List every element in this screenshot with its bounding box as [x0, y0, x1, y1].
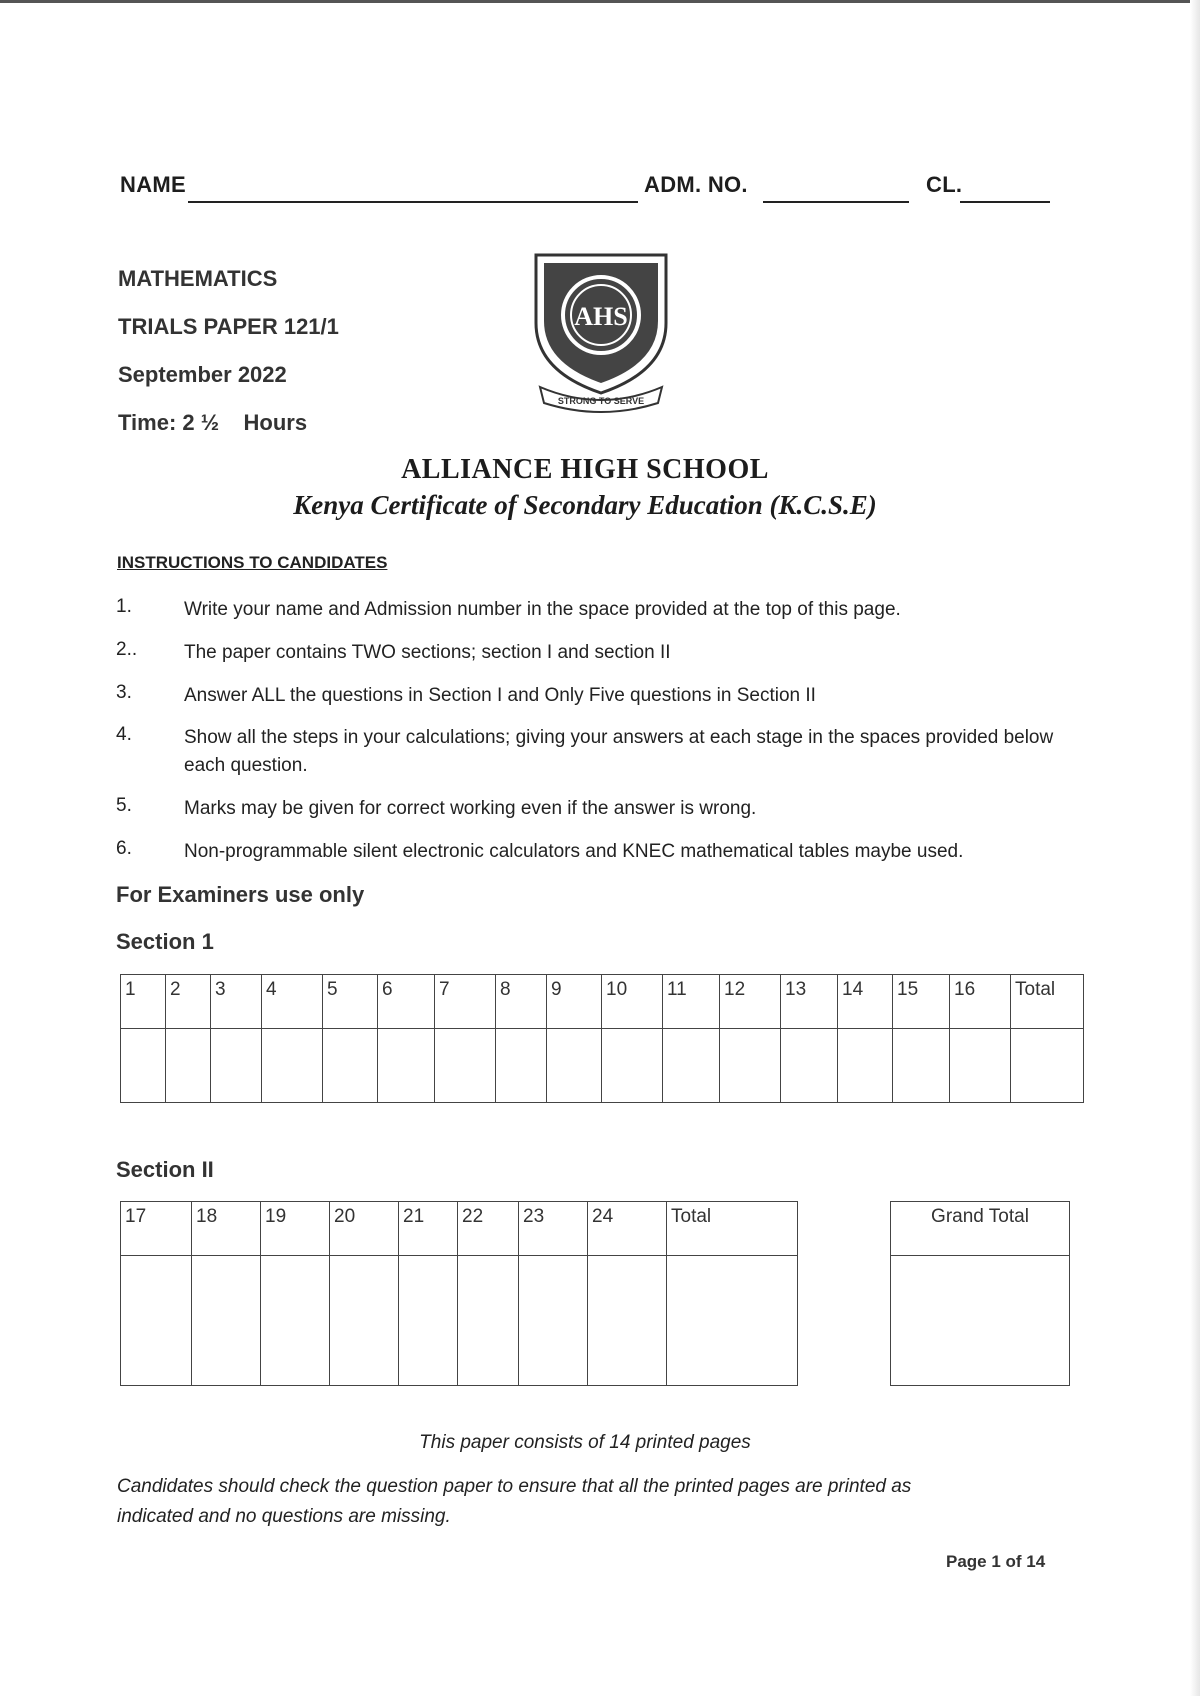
- mark-cell[interactable]: [192, 1256, 261, 1386]
- question-header: 12: [720, 975, 781, 1029]
- section2-heading: Section II: [116, 1157, 214, 1182]
- question-header: 18: [192, 1202, 261, 1256]
- mark-cell[interactable]: [950, 1029, 1011, 1103]
- question-header: 7: [435, 975, 496, 1029]
- question-header: 5: [323, 975, 378, 1029]
- class-label: CL.: [926, 172, 963, 197]
- question-header: 1: [121, 975, 166, 1029]
- page-count-note: This paper consists of 14 printed pages: [419, 1432, 751, 1453]
- mark-cell[interactable]: [893, 1029, 950, 1103]
- question-header: 4: [262, 975, 323, 1029]
- question-header: 14: [838, 975, 893, 1029]
- mark-cell[interactable]: [781, 1029, 838, 1103]
- table-header-row: [121, 1202, 798, 1256]
- instruction-text: Non-programmable silent electronic calculators and KNEC mathematical tables maybe used.: [184, 841, 964, 862]
- mark-cell[interactable]: [330, 1256, 399, 1386]
- mark-cell[interactable]: [262, 1029, 323, 1103]
- mark-cell[interactable]: [519, 1256, 588, 1386]
- subject: MATHEMATICS: [118, 266, 278, 291]
- question-header: 9: [547, 975, 602, 1029]
- grand-total-table: [890, 1201, 1070, 1386]
- question-header: 17: [121, 1202, 192, 1256]
- mark-cell[interactable]: [211, 1029, 262, 1103]
- table-marks-row: [891, 1256, 1070, 1386]
- question-header: 20: [330, 1202, 399, 1256]
- class-line: [960, 201, 1050, 203]
- crest-monogram: AHS: [574, 302, 628, 331]
- total-header: Total: [1011, 975, 1084, 1029]
- table-header-row: [891, 1202, 1070, 1256]
- exam-date: September 2022: [118, 362, 287, 387]
- instruction-text: Marks may be given for correct working even if the answer is wrong.: [184, 798, 757, 819]
- section2-marks-table: [120, 1201, 798, 1386]
- table-marks-row: [121, 1256, 798, 1386]
- examiners-heading: For Examiners use only: [116, 882, 365, 907]
- mark-cell[interactable]: [261, 1256, 330, 1386]
- name-label: NAME: [120, 172, 186, 197]
- question-header: 13: [781, 975, 838, 1029]
- instruction-text: Answer ALL the questions in Section I and Only Five questions in Section II: [184, 685, 816, 706]
- instructions-title: INSTRUCTIONS TO CANDIDATES: [117, 553, 388, 572]
- question-header: 10: [602, 975, 663, 1029]
- question-header: 24: [588, 1202, 667, 1256]
- instruction-number: 4.: [116, 724, 132, 745]
- total-header: Total: [667, 1202, 798, 1256]
- question-header: 19: [261, 1202, 330, 1256]
- mark-cell[interactable]: [588, 1256, 667, 1386]
- question-header: 22: [458, 1202, 519, 1256]
- mark-cell[interactable]: [435, 1029, 496, 1103]
- page-number: Page 1 of 14: [946, 1552, 1046, 1571]
- section1-heading: Section 1: [116, 929, 214, 954]
- instruction-number: 5.: [116, 795, 132, 816]
- question-header: 21: [399, 1202, 458, 1256]
- check-note-line-2: indicated and no questions are missing.: [117, 1506, 451, 1527]
- section1-marks-table: [120, 974, 1084, 1103]
- crest-motto: STRONG TO SERVE: [557, 396, 645, 406]
- mark-cell[interactable]: [378, 1029, 435, 1103]
- paper-code: TRIALS PAPER 121/1: [118, 314, 339, 339]
- mark-cell[interactable]: [166, 1029, 211, 1103]
- mark-cell[interactable]: [121, 1029, 166, 1103]
- question-header: 23: [519, 1202, 588, 1256]
- mark-cell[interactable]: [121, 1256, 192, 1386]
- question-header: 15: [893, 975, 950, 1029]
- question-header: 8: [496, 975, 547, 1029]
- mark-cell[interactable]: [663, 1029, 720, 1103]
- mark-cell[interactable]: [399, 1256, 458, 1386]
- exam-time: Time: 2 ½ Hours: [118, 410, 308, 435]
- mark-cell[interactable]: [720, 1029, 781, 1103]
- mark-cell[interactable]: [602, 1029, 663, 1103]
- grand-total-header: Grand Total: [891, 1202, 1070, 1256]
- mark-cell[interactable]: [547, 1029, 602, 1103]
- school-crest-logo: [532, 253, 670, 413]
- mark-cell[interactable]: [838, 1029, 893, 1103]
- check-note-line-1: Candidates should check the question paper to ensure that all the printed pages are printed as: [117, 1476, 912, 1497]
- scan-top-edge: [0, 0, 1200, 3]
- mark-cell[interactable]: [323, 1029, 378, 1103]
- instruction-number: 2..: [116, 639, 138, 660]
- question-header: 6: [378, 975, 435, 1029]
- mark-cell[interactable]: [458, 1256, 519, 1386]
- mark-cell[interactable]: [496, 1029, 547, 1103]
- adm-no-label: ADM. NO.: [644, 172, 748, 197]
- instruction-number: 6.: [116, 838, 132, 859]
- exam-title: Kenya Certificate of Secondary Education (K.C.S.E): [293, 490, 877, 520]
- instruction-number: 3.: [116, 682, 132, 703]
- total-cell[interactable]: [667, 1256, 798, 1386]
- total-cell[interactable]: [1011, 1029, 1084, 1103]
- table-marks-row: [121, 1029, 1084, 1103]
- instruction-text: The paper contains TWO sections; section I and section II: [184, 642, 671, 663]
- question-header: 3: [211, 975, 262, 1029]
- name-line: [188, 201, 638, 203]
- question-header: 2: [166, 975, 211, 1029]
- question-header: 11: [663, 975, 720, 1029]
- school-name: ALLIANCE HIGH SCHOOL: [401, 454, 769, 485]
- instruction-text: Write your name and Admission number in the space provided at the top of this page.: [184, 599, 901, 620]
- question-header: 16: [950, 975, 1011, 1029]
- instruction-text: Show all the steps in your calculations; giving your answers at each stage in the spaces provided below each question.: [184, 727, 1054, 776]
- grand-total-cell[interactable]: [891, 1256, 1070, 1386]
- scan-right-edge: [1190, 0, 1200, 1696]
- table-header-row: [121, 975, 1084, 1029]
- instruction-number: 1.: [116, 596, 132, 617]
- adm-no-line: [763, 201, 909, 203]
